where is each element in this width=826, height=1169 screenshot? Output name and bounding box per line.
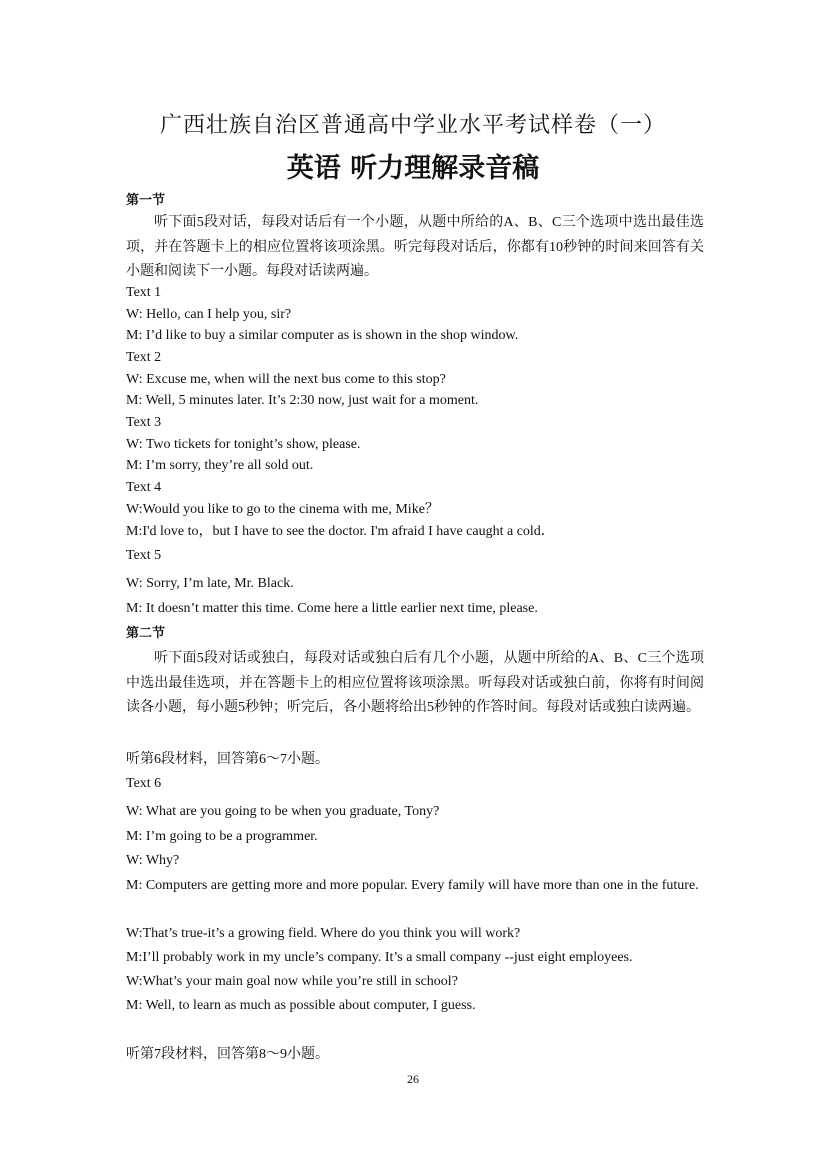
dialogue-line: W: Two tickets for tonight’s show, please. bbox=[126, 437, 361, 452]
text5-label: Text 5 bbox=[126, 548, 162, 563]
dialogue-line: W: Excuse me, when will the next bus come to this stop? bbox=[126, 372, 446, 387]
text1-label: Text 1 bbox=[126, 285, 162, 300]
dialogue-line: M: Well, 5 minutes later. It’s 2:30 now, just wait for a moment. bbox=[126, 393, 479, 408]
dialogue-line: W: What are you going to be when you graduate, Tony? bbox=[126, 804, 440, 819]
dialogue-line: M: Well, to learn as much as possible about computer, I guess. bbox=[126, 998, 476, 1013]
dialogue-line: M: I’m going to be a programmer. bbox=[126, 829, 318, 844]
section1-instructions: 听下面5段对话，每段对话后有一个小题，从题中所给的A、B、C三个选项中选出最佳选项，并在答题卡上的相应位置将该项涂黑。听完每段对话后，你都有10秒钟的时间来回答有关小题和阅读下一小题。每段对话读两遍。 bbox=[126, 215, 704, 279]
exam-title: 广西壮族自治区普通高中学业水平考试样卷（一） bbox=[159, 112, 666, 137]
text2-label: Text 2 bbox=[126, 350, 162, 365]
document-subtitle: 英语 听力理解录音稿 bbox=[286, 153, 540, 184]
section2-instructions: 听下面5段对话或独白，每段对话或独白后有几个小题，从题中所给的A、B、C三个选项中选出最佳选项，并在答题卡上的相应位置将该项涂黑。听每段对话或独白前，你将有时间阅读各小题，每小题5秒钟；听完后，各小题将给出5秒钟的作答时间。每段对话或独白读两遍。 bbox=[126, 651, 704, 715]
dialogue-line: M: I’m sorry, they’re all sold out. bbox=[126, 458, 314, 473]
dialogue-line: W:What’s your main goal now while you’re still in school? bbox=[126, 974, 458, 989]
section1-heading: 第一节 bbox=[126, 193, 166, 208]
dialogue-line: W: Hello, can I help you, sir? bbox=[126, 307, 292, 322]
text3-label: Text 3 bbox=[126, 415, 162, 430]
dialogue-line: M: It doesn’t matter this time. Come here a little earlier next time, please. bbox=[126, 601, 538, 616]
dialogue-line: W:That’s true-it’s a growing field. Where do you think you will work? bbox=[126, 926, 521, 941]
text6-label: Text 6 bbox=[126, 776, 162, 791]
dialogue-line: W:Would you like to go to the cinema with me, Mike？ bbox=[126, 502, 439, 517]
section2-heading: 第二节 bbox=[126, 626, 166, 641]
dialogue-line: W: Why? bbox=[126, 853, 180, 868]
dialogue-line: M: Computers are getting more and more popular. Every family will have more than one in the future. bbox=[126, 878, 699, 893]
material6-instruction: 听第6段材料，回答第6～7小题。 bbox=[126, 752, 329, 767]
text4-label: Text 4 bbox=[126, 480, 162, 495]
dialogue-line: W: Sorry, I’m late, Mr. Black. bbox=[126, 576, 294, 591]
material7-instruction: 听第7段材料，回答第8～9小题。 bbox=[126, 1047, 329, 1062]
page-number: 26 bbox=[407, 1072, 419, 1086]
dialogue-line: M: I’d like to buy a similar computer as is shown in the shop window. bbox=[126, 328, 519, 343]
dialogue-line: M:I'd love to，but I have to see the doctor. I'm afraid I have caught a cold． bbox=[126, 524, 555, 539]
dialogue-line: M:I’ll probably work in my uncle’s company. It’s a small company --just eight employees. bbox=[126, 950, 633, 965]
